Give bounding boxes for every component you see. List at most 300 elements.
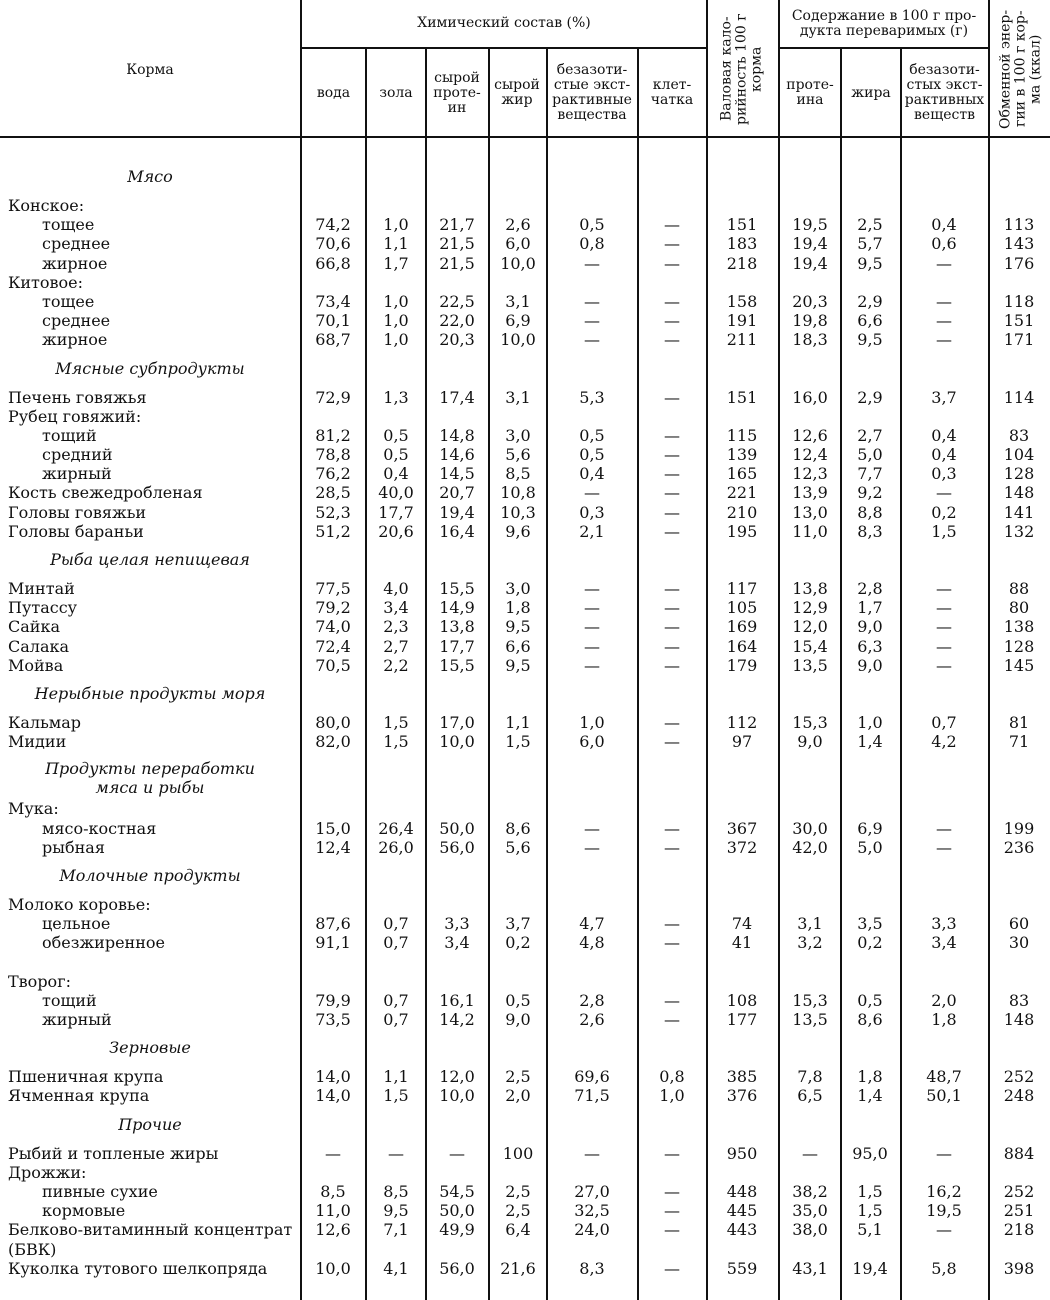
table-cell: 445 [726, 1201, 758, 1221]
header-dig-bev: безазоти-стых экст-рактивных веществ [904, 62, 985, 123]
table-cell: 49,9 [439, 1220, 475, 1240]
group-row [0, 273, 1050, 292]
row-label: жирный [42, 464, 112, 484]
table-cell: 183 [726, 234, 758, 254]
row-label: Белково-витаминный концентрат [8, 1220, 293, 1240]
table-cell: 376 [726, 1086, 758, 1106]
table-cell: 1,0 [383, 215, 409, 235]
table-cell: 41 [731, 933, 753, 953]
table-cell: 5,1 [857, 1220, 883, 1240]
table-cell: 1,1 [505, 712, 531, 732]
table-cell: 0,2 [505, 933, 531, 953]
table-cell: 80 [1008, 598, 1030, 618]
table-cell: 32,5 [574, 1201, 610, 1221]
table-cell: 1,5 [857, 1201, 883, 1221]
table-cell: 20,7 [439, 483, 475, 503]
table-cell: 9,5 [857, 253, 883, 273]
table-row [0, 483, 1050, 502]
table-cell: — [664, 655, 680, 675]
table-row [0, 388, 1050, 407]
table-cell: 9,0 [857, 655, 883, 675]
table-cell: 1,0 [383, 291, 409, 311]
table-cell: 367 [726, 818, 758, 838]
table-cell: 6,6 [505, 636, 531, 656]
table-cell: 171 [1003, 330, 1035, 350]
table-cell: 884 [1003, 1143, 1035, 1163]
table-cell: 2,9 [857, 291, 883, 311]
table-row [0, 1220, 1050, 1239]
table-cell: 50,0 [439, 818, 475, 838]
table-cell: 38,2 [792, 1181, 828, 1201]
table-cell: 138 [1003, 617, 1035, 637]
spacer-row [0, 952, 1050, 971]
table-row [0, 445, 1050, 464]
table-cell: — [664, 914, 680, 934]
table-cell: 1,5 [857, 1181, 883, 1201]
table-cell: 26,0 [378, 837, 414, 857]
row-label: Печень говяжья [8, 387, 147, 407]
table-cell: 443 [726, 1220, 758, 1240]
table-cell: 2,7 [383, 636, 409, 656]
table-cell: 6,6 [857, 311, 883, 331]
table-cell: 14,5 [439, 464, 475, 484]
row-label: тощее [42, 215, 95, 235]
table-cell: 143 [1003, 234, 1035, 254]
table-cell: 0,7 [931, 712, 957, 732]
table-cell: — [584, 291, 600, 311]
table-cell: 2,1 [579, 521, 605, 541]
table-cell: 27,0 [574, 1181, 610, 1201]
table-cell: — [664, 579, 680, 598]
table-cell: 950 [726, 1143, 758, 1163]
table-cell: 88 [1008, 579, 1030, 598]
table-cell: 6,5 [797, 1086, 823, 1106]
table-cell: 81 [1008, 712, 1030, 732]
table-cell: 1,8 [505, 598, 531, 618]
table-cell: — [664, 291, 680, 311]
table-cell: 42,0 [792, 837, 828, 857]
row-label: кормовые [42, 1201, 126, 1221]
row-label: среднее [42, 234, 111, 254]
table-cell: — [936, 655, 952, 675]
table-cell: 105 [726, 598, 758, 618]
table-cell: 1,8 [931, 1010, 957, 1029]
table-cell: — [664, 215, 680, 235]
row-label: Путассу [8, 598, 78, 618]
table-cell: 14,0 [315, 1086, 351, 1106]
table-cell: 0,8 [659, 1067, 685, 1087]
table-cell: 191 [726, 311, 758, 331]
table-cell: 385 [726, 1067, 758, 1087]
table-cell: 6,4 [505, 1220, 531, 1240]
table-cell: 50,1 [926, 1086, 962, 1106]
table-row [0, 254, 1050, 273]
table-cell: 141 [1003, 502, 1035, 522]
table-cell: — [664, 990, 680, 1010]
table-row [0, 215, 1050, 234]
table-cell: — [936, 636, 952, 656]
row-label: мясо-костная [42, 818, 157, 838]
row-label: жирное [42, 330, 108, 350]
table-cell: 199 [1003, 818, 1035, 838]
table-cell: — [584, 483, 600, 503]
row-label: Головы бараньи [8, 521, 144, 541]
table-cell: 398 [1003, 1258, 1035, 1278]
row-label: Кость свежедробленая [8, 483, 203, 503]
table-cell: 15,5 [439, 655, 475, 675]
table-row [0, 579, 1050, 598]
table-cell: 1,3 [383, 387, 409, 407]
table-cell: 128 [1003, 464, 1035, 484]
table-cell: 14,0 [315, 1067, 351, 1087]
table-cell: 4,2 [931, 732, 957, 752]
table-cell: 5,7 [857, 234, 883, 254]
table-cell: 21,5 [439, 234, 475, 254]
table-cell: 11,0 [315, 1201, 351, 1221]
table-cell: 38,0 [792, 1220, 828, 1240]
table-cell: 16,2 [926, 1181, 962, 1201]
table-cell: 51,2 [315, 521, 351, 541]
row-label: Мидии [8, 732, 67, 752]
table-cell: 3,4 [444, 933, 470, 953]
table-cell: 22,0 [439, 311, 475, 331]
table-cell: — [664, 311, 680, 331]
table-row [0, 1086, 1050, 1105]
table-cell: 8,5 [383, 1181, 409, 1201]
table-cell: 210 [726, 502, 758, 522]
table-cell: 0,5 [579, 215, 605, 235]
table-cell: 7,8 [797, 1067, 823, 1087]
table-cell: — [664, 521, 680, 541]
table-cell: 145 [1003, 655, 1035, 675]
table-cell: 16,4 [439, 521, 475, 541]
table-cell: 104 [1003, 445, 1035, 465]
table-cell: 50,0 [439, 1201, 475, 1221]
table-cell: 30,0 [792, 818, 828, 838]
header-subline [778, 47, 988, 49]
table-cell: 43,1 [792, 1258, 828, 1278]
table-cell: 20,3 [792, 291, 828, 311]
table-cell: 71,5 [574, 1086, 610, 1106]
table-cell: — [664, 598, 680, 618]
table-cell: 10,8 [500, 483, 536, 503]
table-cell: 2,0 [505, 1086, 531, 1106]
header-kletchatka: клет-чатка [650, 77, 694, 108]
table-cell: 13,5 [792, 1010, 828, 1029]
row-label: Салака [8, 636, 70, 656]
table-cell: 0,4 [931, 445, 957, 465]
table-cell: 11,0 [792, 521, 828, 541]
table-cell: 559 [726, 1258, 758, 1278]
table-cell: 1,4 [857, 732, 883, 752]
section-title: Зерновые [109, 1038, 191, 1058]
table-cell: — [664, 234, 680, 254]
section-header-row [0, 350, 1050, 388]
row-label: Мойва [8, 655, 64, 675]
table-cell: 2,6 [505, 215, 531, 235]
table-cell: 112 [726, 712, 758, 732]
table-cell: 2,5 [505, 1067, 531, 1087]
table-cell: 10,0 [500, 330, 536, 350]
table-cell: 10,0 [439, 1086, 475, 1106]
table-cell: 151 [726, 387, 758, 407]
header-zhir: сырой жир [494, 77, 540, 108]
table-row [0, 732, 1050, 751]
table-cell: 5,6 [505, 837, 531, 857]
table-cell: 179 [726, 655, 758, 675]
table-cell: 1,0 [857, 712, 883, 732]
table-cell: — [936, 330, 952, 350]
table-cell: 0,5 [579, 445, 605, 465]
table-cell: 0,7 [383, 933, 409, 953]
table-cell: 5,0 [857, 445, 883, 465]
table-cell: 6,0 [579, 732, 605, 752]
row-label: Ячменная крупа [8, 1086, 150, 1106]
table-cell: 60 [1008, 914, 1030, 934]
table-cell: 13,0 [792, 502, 828, 522]
table-cell: 176 [1003, 253, 1035, 273]
table-cell: 82,0 [315, 732, 351, 752]
table-cell: 35,0 [792, 1201, 828, 1221]
table-cell: 15,5 [439, 579, 475, 598]
table-cell: 19,8 [792, 311, 828, 331]
row-label: жирный [42, 1010, 112, 1029]
table-cell: — [584, 837, 600, 857]
table-cell: 114 [1003, 387, 1035, 407]
table-cell: 218 [1003, 1220, 1035, 1240]
table-row [0, 426, 1050, 445]
row-label: цельное [42, 914, 111, 934]
table-cell: 12,6 [792, 425, 828, 445]
table-cell: 8,3 [579, 1258, 605, 1278]
table-cell: 0,7 [383, 1010, 409, 1029]
table-cell: 81,2 [315, 425, 351, 445]
header-chem-title: Химический состав (%) [417, 14, 591, 31]
group-row [0, 1163, 1050, 1182]
table-cell: 108 [726, 990, 758, 1010]
section-title: Прочие [118, 1114, 182, 1134]
table-cell: 3,4 [383, 598, 409, 618]
table-row [0, 1182, 1050, 1201]
table-cell: 12,3 [792, 464, 828, 484]
section-title: Мясо [127, 167, 173, 186]
group-row [0, 972, 1050, 991]
table-cell: 1,1 [383, 234, 409, 254]
table-cell: 448 [726, 1181, 758, 1201]
table-cell: — [936, 617, 952, 637]
table-cell: 2,5 [505, 1201, 531, 1221]
table-cell: 66,8 [315, 253, 351, 273]
table-cell: — [664, 1258, 680, 1278]
table-cell: 76,2 [315, 464, 351, 484]
table-cell: 72,9 [315, 387, 351, 407]
table-cell: 2,8 [857, 579, 883, 598]
table-cell: — [664, 818, 680, 838]
table-cell: 12,4 [315, 837, 351, 857]
table-cell: 0,2 [857, 933, 883, 953]
row-label: тощее [42, 291, 95, 311]
table-cell: 79,2 [315, 598, 351, 618]
table-cell: 2,8 [579, 990, 605, 1010]
table-cell: 3,7 [505, 914, 531, 934]
table-cell: — [664, 837, 680, 857]
table-cell: 91,1 [315, 933, 351, 953]
table-cell: 15,3 [792, 990, 828, 1010]
table-cell: — [664, 425, 680, 445]
table-cell: 0,2 [931, 502, 957, 522]
table-cell: 9,0 [797, 732, 823, 752]
table-cell: 73,4 [315, 291, 351, 311]
table-cell: 5,3 [579, 387, 605, 407]
table-row [0, 991, 1050, 1010]
section-title-line2: мяса и рыбы [95, 778, 205, 798]
table-cell: 4,7 [579, 914, 605, 934]
table-cell: 77,5 [315, 579, 351, 598]
table-cell: 13,8 [439, 617, 475, 637]
table-cell: — [936, 311, 952, 331]
table-cell: 52,3 [315, 502, 351, 522]
table-row [0, 598, 1050, 617]
table-cell: 83 [1008, 990, 1030, 1010]
table-cell: — [584, 579, 600, 598]
table-cell: 2,5 [505, 1181, 531, 1201]
table-cell: 9,2 [857, 483, 883, 503]
table-cell: 13,9 [792, 483, 828, 503]
table-cell: 10,3 [500, 502, 536, 522]
table-cell: 1,7 [857, 598, 883, 618]
table-cell: — [664, 732, 680, 752]
table-cell: — [936, 579, 952, 598]
table-cell: — [664, 933, 680, 953]
row-label: Головы говяжьи [8, 502, 147, 522]
table-body [0, 158, 1050, 1278]
table-cell: 252 [1003, 1067, 1035, 1087]
table-cell: — [664, 1220, 680, 1240]
table-cell: 26,4 [378, 818, 414, 838]
table-cell: 1,7 [383, 253, 409, 273]
table-cell: 54,5 [439, 1181, 475, 1201]
table-cell: 1,1 [383, 1067, 409, 1087]
header-subline [300, 47, 706, 49]
table-cell: 221 [726, 483, 758, 503]
row-label: Конское: [8, 196, 85, 215]
table-cell: 95,0 [852, 1143, 888, 1163]
table-cell: 100 [502, 1143, 534, 1163]
table-cell: 48,7 [926, 1067, 962, 1087]
table-cell: 12,0 [792, 617, 828, 637]
table-cell: 30 [1008, 933, 1030, 953]
row-label: жирное [42, 253, 108, 273]
table-cell: 0,7 [383, 990, 409, 1010]
table-cell: 19,4 [852, 1258, 888, 1278]
table-cell: — [584, 311, 600, 331]
table-cell: 12,6 [315, 1220, 351, 1240]
table-cell: 1,0 [659, 1086, 685, 1106]
table-cell: 9,5 [383, 1201, 409, 1221]
table-cell: 69,6 [574, 1067, 610, 1087]
table-cell: — [664, 445, 680, 465]
table-row [0, 838, 1050, 857]
section-title: Нерыбные продукты моря [34, 683, 266, 703]
table-cell: 251 [1003, 1201, 1035, 1221]
table-cell: 9,0 [857, 617, 883, 637]
table-cell: — [584, 636, 600, 656]
header-dig-zhir: жира [851, 84, 891, 101]
row-label: Мука: [8, 799, 59, 819]
table-cell: 19,4 [439, 502, 475, 522]
table-cell: 5,8 [931, 1258, 957, 1278]
table-cell: 0,3 [579, 502, 605, 522]
table-cell: 28,5 [315, 483, 351, 503]
table-cell: 0,7 [383, 914, 409, 934]
table-cell: 0,3 [931, 464, 957, 484]
header-bev: безазоти-стые экст-рактивные вещества [552, 62, 632, 123]
table-cell: 0,5 [383, 425, 409, 445]
table-cell: 1,8 [857, 1067, 883, 1087]
table-cell: 3,1 [505, 291, 531, 311]
table-cell: — [664, 1181, 680, 1201]
table-cell: 13,5 [792, 655, 828, 675]
table-cell: 8,6 [857, 1010, 883, 1029]
group-row [0, 799, 1050, 818]
table-cell: 5,6 [505, 445, 531, 465]
table-cell: — [584, 1143, 600, 1163]
section-title: Рыба целая непищевая [50, 550, 250, 569]
table-cell: 248 [1003, 1086, 1035, 1106]
row-label: (БВК) [8, 1239, 57, 1259]
table-row [0, 1259, 1050, 1278]
table-cell: 24,0 [574, 1220, 610, 1240]
table-cell: — [802, 1143, 818, 1163]
table-cell: 6,3 [857, 636, 883, 656]
row-label: рыбная [42, 837, 105, 857]
table-cell: 17,7 [378, 502, 414, 522]
table-cell: 9,5 [505, 655, 531, 675]
table-cell: 83 [1008, 425, 1030, 445]
table-cell: 74 [731, 914, 753, 934]
section-header-row [0, 857, 1050, 895]
table-row [0, 1201, 1050, 1220]
table-cell: — [584, 655, 600, 675]
table-cell: — [388, 1143, 404, 1163]
table-cell: 4,0 [383, 579, 409, 598]
section-header-row [0, 675, 1050, 713]
table-row [0, 914, 1050, 933]
table-cell: 3,5 [857, 914, 883, 934]
table-cell: 79,9 [315, 990, 351, 1010]
table-cell: 3,1 [505, 387, 531, 407]
table-cell: — [936, 1220, 952, 1240]
table-cell: 16,1 [439, 990, 475, 1010]
table-cell: 21,6 [500, 1258, 536, 1278]
row-label: Минтай [8, 579, 75, 598]
table-cell: 148 [1003, 483, 1035, 503]
table-cell: 9,5 [505, 617, 531, 637]
table-cell: 128 [1003, 636, 1035, 656]
table-cell: 1,4 [857, 1086, 883, 1106]
table-row [0, 464, 1050, 483]
table-cell: 8,3 [857, 521, 883, 541]
table-cell: — [584, 253, 600, 273]
table-cell: 3,3 [444, 914, 470, 934]
table-cell: 195 [726, 521, 758, 541]
table-cell: 3,7 [931, 387, 957, 407]
row-label: Пшеничная крупа [8, 1067, 164, 1087]
table-cell: — [664, 502, 680, 522]
table-cell: 2,7 [857, 425, 883, 445]
table-cell: 236 [1003, 837, 1035, 857]
row-label: Молоко коровье: [8, 894, 151, 914]
